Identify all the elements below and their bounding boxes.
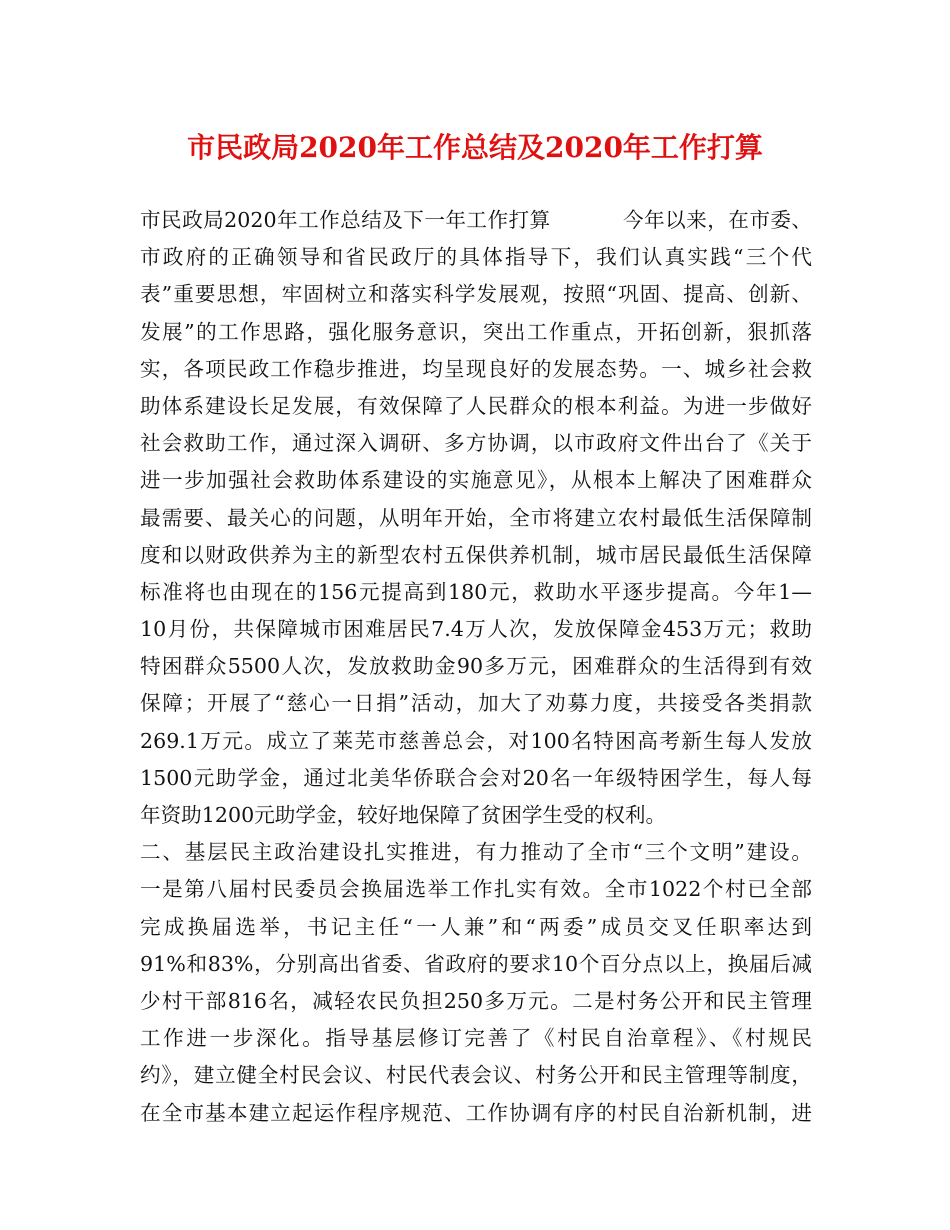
text-line: 度和以财政供养为主的新型农村五保供养机制，城市居民最低生活保障 — [140, 542, 812, 567]
text-line: 完成换届选举，书记主任“一人兼”和“两委”成员交叉任职率达到 — [140, 914, 812, 939]
text-line: 特困群众5500人次，发放救助金90多万元，困难群众的生活得到有效 — [140, 654, 812, 679]
document-title: 市民政局2020年工作总结及2020年工作打算 — [187, 131, 763, 164]
text-line: 进一步加强社会救助体系建设的实施意见》，从根本上解决了困难群众 — [140, 468, 812, 493]
text-line-part: 今年以来，在市委、 — [622, 208, 812, 232]
text-line: 10月份，共保障城市困难居民7.4万人次，发放保障金453万元；救助 — [140, 617, 812, 642]
text-line: 社会救助工作，通过深入调研、多方协调，以市政府文件出台了《关于 — [140, 431, 812, 456]
text-line: 表”重要思想，牢固树立和落实科学发展观，按照“巩固、提高、创新、 — [140, 282, 812, 307]
text-line: 少村干部816名，减轻农民负担250多万元。二是村务公开和民主管理 — [140, 988, 812, 1013]
text-line: 一是第八届村民委员会换届选举工作扎实有效。全市1022个村已全部 — [140, 877, 812, 902]
text-line: 1500元助学金，通过北美华侨联合会对20名一年级特困学生，每人每 — [140, 765, 812, 790]
text-line: 保障；开展了“慈心一日捐”活动，加大了劝募力度，共接受各类捐款 — [140, 691, 812, 716]
text-line: 标准将也由现在的156元提高到180元，救助水平逐步提高。今年1— — [140, 579, 812, 604]
text-line: 91%和83%，分别高出省委、省政府的要求10个百分点以上，换届后减 — [140, 951, 812, 976]
text-line: 年资助1200元助学金，较好地保障了贫困学生受的权利。 — [140, 803, 667, 827]
text-line: 实，各项民政工作稳步推进，均呈现良好的发展态势。一、城乡社会救 — [140, 356, 812, 381]
text-line: 最需要、最关心的问题，从明年开始，全市将建立农村最低生活保障制 — [140, 505, 812, 530]
text-line-part: 市民政局2020年工作总结及下一年工作打算 — [140, 208, 551, 232]
text-line: 约》，建立健全村民会议、村民代表会议、村务公开和民主管理等制度， — [140, 1063, 812, 1088]
text-line: 269.1万元。成立了莱芜市慈善总会，对100名特困高考新生每人发放 — [140, 728, 812, 753]
text-line: 市政府的正确领导和省民政厅的具体指导下，我们认真实践“三个代 — [140, 245, 812, 270]
text-line: 在全市基本建立起运作程序规范、工作协调有序的村民自治新机制，进 — [140, 1100, 812, 1125]
text-line: 助体系建设长足发展，有效保障了人民群众的根本利益。为进一步做好 — [140, 393, 812, 418]
text-line: 二、基层民主政治建设扎实推进，有力推动了全市“三个文明”建设。 — [140, 840, 812, 865]
text-line: 发展”的工作思路，强化服务意识，突出工作重点，开拓创新，狠抓落 — [140, 319, 812, 344]
document-body — [140, 202, 812, 1132]
text-line: 工作进一步深化。指导基层修订完善了《村民自治章程》、《村规民 — [140, 1026, 812, 1051]
text-line — [140, 202, 812, 239]
